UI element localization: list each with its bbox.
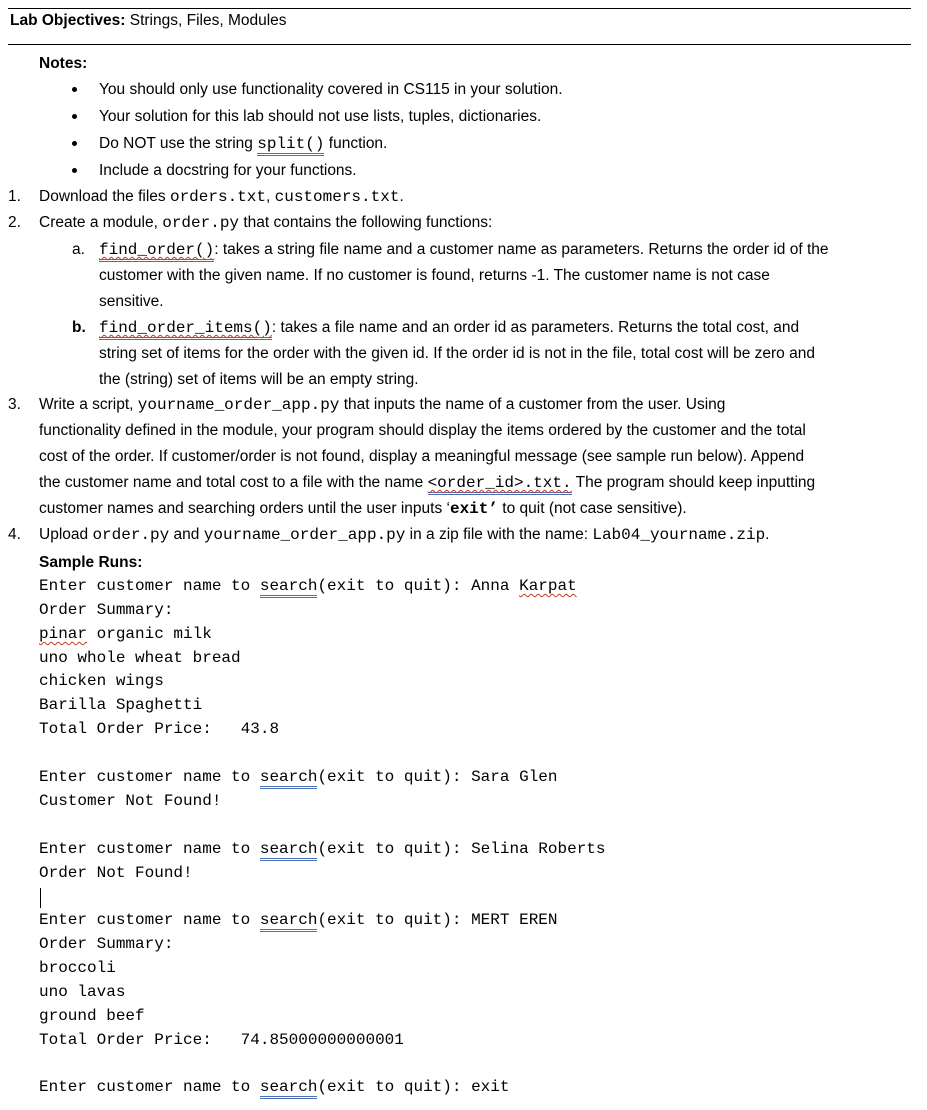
bullet-icon xyxy=(72,114,77,119)
step-3-line1 xyxy=(39,395,725,415)
step-3-line2: functionality defined in the module, your program should display the items ordered by the customer and the total xyxy=(39,422,806,439)
bullet-icon xyxy=(72,87,77,92)
prompt-text: Enter customer name to xyxy=(39,768,260,786)
substep-text: : takes a string file name and a customer name as parameters. Returns the order id of the xyxy=(214,241,829,258)
user-input: exit xyxy=(471,1078,510,1096)
console-line xyxy=(39,576,577,596)
substep-2a-line3: sensitive. xyxy=(99,293,164,310)
substep-2b-line2: string set of items for the order with the given id. If the order id is not in the file, total cost will be zero and xyxy=(99,345,815,362)
total-label: Total Order Price: xyxy=(39,720,241,738)
step-2 xyxy=(39,213,492,233)
step-text: that inputs the name of a customer from the user. Using xyxy=(339,396,726,413)
module-name: order.py xyxy=(92,526,170,544)
step-number: 3. xyxy=(8,396,21,413)
console-line: uno whole wheat bread xyxy=(39,649,241,667)
step-text: . xyxy=(399,188,404,205)
split-code: split() xyxy=(257,135,324,156)
substep-2a-line1 xyxy=(99,240,829,260)
step-4 xyxy=(39,525,769,545)
user-input: MERT EREN xyxy=(471,911,558,929)
top-rule xyxy=(8,8,911,9)
note-item xyxy=(99,134,387,154)
step-number: 1. xyxy=(8,188,21,205)
console-line: Order Summary: xyxy=(39,935,174,953)
substep-letter: b. xyxy=(72,319,86,336)
prompt-search-word: search xyxy=(260,840,318,861)
file-customers: customers.txt xyxy=(274,188,400,206)
console-line xyxy=(39,910,558,930)
console-line xyxy=(39,839,606,859)
substep-letter: a. xyxy=(72,241,85,258)
order-id-filename: <order_id>.txt. xyxy=(428,474,572,495)
step-3-line4 xyxy=(39,473,815,493)
zip-filename: Lab04_yourname.zip xyxy=(592,526,766,544)
objectives-label: Lab Objectives: xyxy=(10,12,126,29)
console-line: uno lavas xyxy=(39,983,126,1001)
console-line: Order Summary: xyxy=(39,601,174,619)
step-3-line5 xyxy=(39,499,687,519)
user-input: Selina Roberts xyxy=(471,840,606,858)
step-text: Create a module, xyxy=(39,214,163,231)
step-number: 4. xyxy=(8,526,21,543)
file-orders: orders.txt xyxy=(169,188,266,206)
substep-2a-line2: customer with the given name. If no customer is found, returns -1. The customer name is not case xyxy=(99,267,770,284)
step-text: Upload xyxy=(39,526,93,543)
module-name: order.py xyxy=(162,214,240,232)
order-item: organic milk xyxy=(87,625,212,643)
console-line: Barilla Spaghetti xyxy=(39,696,203,714)
prompt-text: Enter customer name to xyxy=(39,1078,260,1096)
prompt-text: (exit to quit): xyxy=(317,768,472,786)
prompt-search-word: search xyxy=(260,577,318,598)
find-order-items-code: find_order_items() xyxy=(99,319,272,340)
exit-keyword: exit’ xyxy=(449,500,498,518)
sample-runs-heading: Sample Runs: xyxy=(39,554,143,571)
objectives-topics: Strings, Files, Modules xyxy=(129,12,287,29)
bullet-icon xyxy=(72,168,77,173)
user-input: Sara Glen xyxy=(471,768,558,786)
notes-heading: Notes: xyxy=(39,55,88,72)
title-rule xyxy=(8,44,911,45)
prompt-text: Enter customer name to xyxy=(39,840,260,858)
console-line: chicken wings xyxy=(39,672,164,690)
prompt-text: (exit to quit): xyxy=(317,1078,472,1096)
console-line: ground beef xyxy=(39,1007,145,1025)
step-text: The program should keep inputting xyxy=(571,474,816,491)
step-text: and xyxy=(169,526,204,543)
step-text: in a zip file with the name: xyxy=(405,526,593,543)
note-item: You should only use functionality covered in CS115 in your solution. xyxy=(99,81,563,98)
prompt-text: (exit to quit): xyxy=(317,577,472,595)
step-text: . xyxy=(765,526,770,543)
console-line: Customer Not Found! xyxy=(39,792,222,810)
step-1 xyxy=(39,187,404,207)
note-text: Do NOT use the string xyxy=(99,135,253,152)
console-line: broccoli xyxy=(39,959,116,977)
prompt-search-word: search xyxy=(260,1078,318,1099)
note-text-tail: function. xyxy=(328,135,388,152)
total-value: 74.85000000000001 xyxy=(240,1031,404,1049)
console-line xyxy=(39,767,558,787)
step-text: the customer name and total cost to a file with the name xyxy=(39,474,428,491)
step-text: Download the files xyxy=(39,188,170,205)
user-input: Karpat xyxy=(519,577,577,595)
bullet-icon xyxy=(72,141,77,146)
step-text: to quit (not case sensitive). xyxy=(497,500,687,517)
total-label: Total Order Price: xyxy=(39,1031,241,1049)
console-line xyxy=(39,624,212,644)
note-item: Your solution for this lab should not use lists, tuples, dictionaries. xyxy=(99,108,542,125)
substep-2b-line3: the (string) set of items will be an empty string. xyxy=(99,371,419,388)
step-number: 2. xyxy=(8,214,21,231)
console-line xyxy=(39,719,279,739)
console-line xyxy=(39,1077,509,1097)
substep-text: : takes a file name and an order id as parameters. Returns the total cost, and xyxy=(271,319,800,336)
app-script-name: yourname_order_app.py xyxy=(137,396,340,414)
console-line xyxy=(39,1030,404,1050)
text-cursor xyxy=(40,888,41,908)
prompt-text: (exit to quit): xyxy=(317,840,472,858)
step-text: that contains the following functions: xyxy=(239,214,493,231)
note-item: Include a docstring for your functions. xyxy=(99,162,357,179)
total-value: 43.8 xyxy=(240,720,280,738)
prompt-search-word: search xyxy=(260,768,318,789)
page-title xyxy=(10,12,287,30)
find-order-code: find_order() xyxy=(99,241,214,262)
order-item: pinar xyxy=(39,625,88,643)
step-text: , xyxy=(265,188,275,205)
step-text: Write a script, xyxy=(39,396,138,413)
substep-2b-line1 xyxy=(99,318,799,338)
prompt-text: Enter customer name to xyxy=(39,911,260,929)
user-input: Anna xyxy=(471,577,520,595)
step-text: customer names and searching orders until the user inputs ‘ xyxy=(39,500,450,517)
prompt-search-word: search xyxy=(260,911,318,932)
step-3-line3: cost of the order. If customer/order is not found, display a meaningful message (see sample run below). Append xyxy=(39,448,805,465)
prompt-text: Enter customer name to xyxy=(39,577,260,595)
prompt-text: (exit to quit): xyxy=(317,911,472,929)
app-script-name: yourname_order_app.py xyxy=(203,526,406,544)
console-line: Order Not Found! xyxy=(39,864,193,882)
